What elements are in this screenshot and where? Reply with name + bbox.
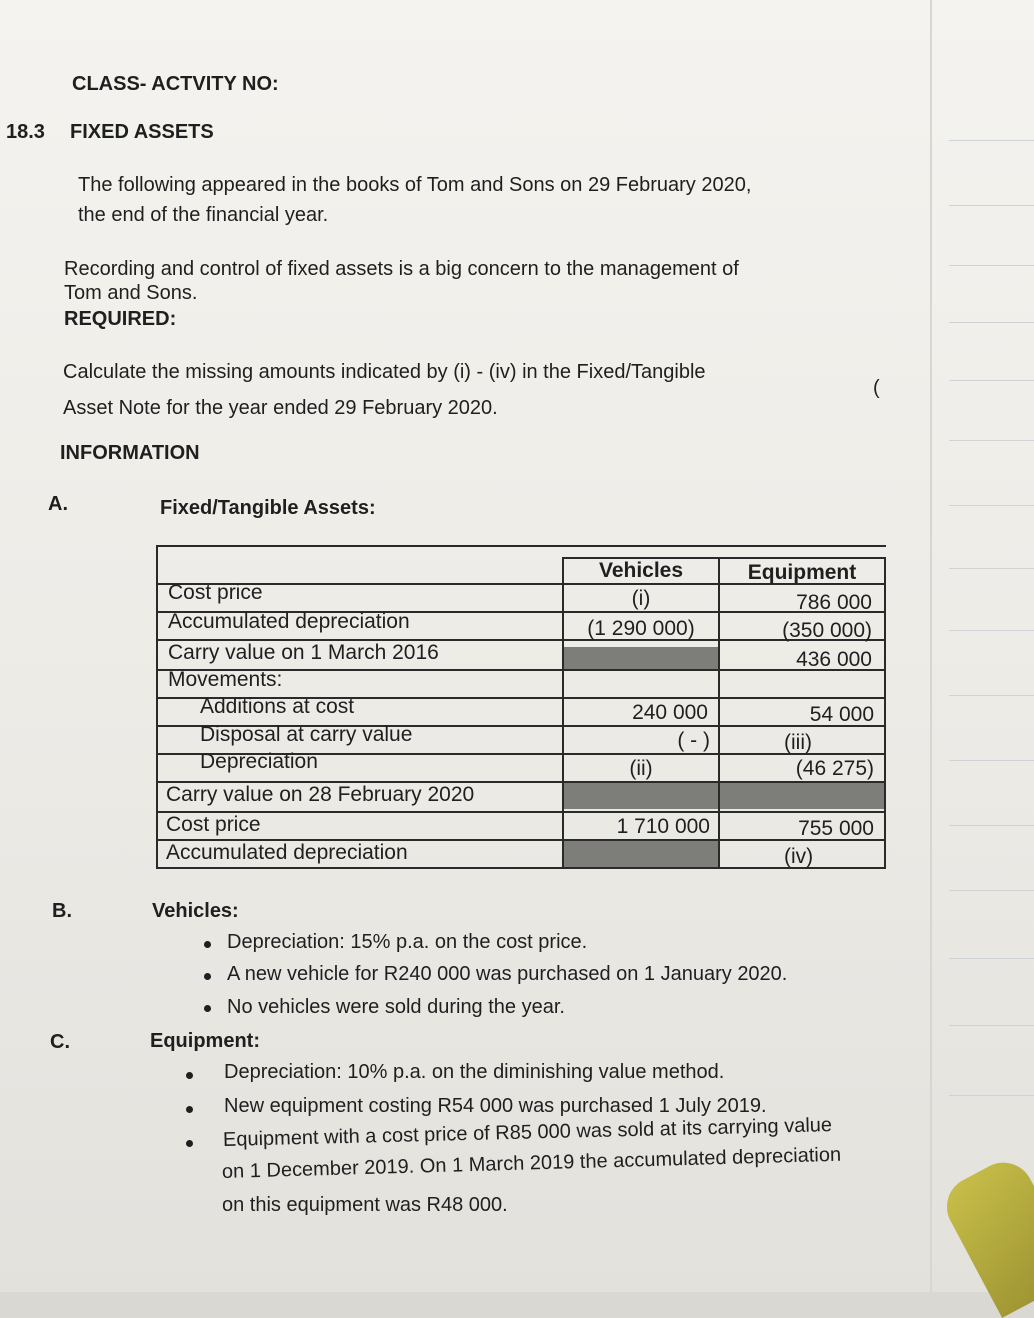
pencil-tip [936, 1152, 1034, 1318]
row-label: Cost price [166, 813, 261, 836]
ruled-line [949, 380, 1034, 381]
class-activity-label: CLASS- ACTVITY NO: [72, 73, 279, 95]
row-label: Cost price [168, 581, 263, 604]
required-label: REQUIRED: [64, 308, 177, 330]
table-rule [156, 545, 158, 869]
concern-line-2: Tom and Sons. [64, 282, 198, 304]
ruled-line [949, 568, 1034, 569]
cell-equipment: (iv) [784, 845, 814, 868]
row-label: Accumulated depreciation [166, 841, 408, 864]
table-rule [156, 545, 886, 547]
ruled-line [949, 1095, 1034, 1096]
equipment-bullet-line-3: on this equipment was R48 000. [222, 1194, 508, 1216]
cell-vehicles: 240 000 [632, 701, 708, 724]
bullet-dot [204, 973, 211, 980]
row-label: Movements: [168, 668, 283, 691]
row-label: Accumulated depreciation [168, 610, 410, 633]
row-label: Additions at cost [200, 695, 355, 718]
ruled-line [949, 205, 1034, 206]
section-c-title: Equipment: [150, 1030, 260, 1052]
shaded-cell [564, 647, 718, 671]
ruled-line [949, 322, 1034, 323]
section-number: 18.3 [6, 121, 45, 143]
shaded-cell [564, 841, 718, 867]
ruled-line [949, 825, 1034, 826]
ruled-line [949, 695, 1034, 696]
table-rule [156, 867, 886, 869]
row-label: Depreciation [200, 750, 318, 773]
ruled-line [949, 505, 1034, 506]
bullet-dot [204, 941, 211, 948]
bullet-dot [186, 1072, 193, 1079]
cell-equipment: 436 000 [796, 648, 872, 671]
cell-equipment: 54 000 [809, 703, 874, 726]
cell-vehicles: (ii) [629, 757, 653, 780]
cell-vehicles: (1 290 000) [587, 617, 695, 640]
ruled-line [949, 265, 1034, 266]
intro-line-2: the end of the financial year. [78, 204, 329, 226]
fold-line [930, 0, 932, 1292]
row-label: Carry value on 1 March 2016 [168, 641, 439, 664]
required-line-2: Asset Note for the year ended 29 February 2020. [63, 397, 498, 419]
section-b-letter: B. [52, 900, 72, 922]
ruled-line [949, 630, 1034, 631]
cell-equipment: (46 275) [795, 757, 874, 780]
ruled-line [949, 958, 1034, 959]
margin-mark: ( [873, 377, 880, 399]
equipment-bullet: New equipment costing R54 000 was purchased 1 July 2019. [224, 1095, 767, 1117]
ruled-line [949, 440, 1034, 441]
section-title: FIXED ASSETS [70, 121, 214, 143]
cell-vehicles: 1 710 000 [616, 815, 710, 838]
ruled-line [949, 890, 1034, 891]
equipment-bullet-line-1: Equipment with a cost price of R85 000 was sold at its carrying value [222, 1114, 833, 1151]
section-a-letter: A. [48, 493, 68, 515]
ruled-line [949, 140, 1034, 141]
cell-equipment: (iii) [784, 731, 812, 754]
cell-equipment: 786 000 [796, 591, 872, 614]
equipment-bullet-line-2: on 1 December 2019. On 1 March 2019 the accumulated depreciation [221, 1143, 842, 1183]
bullet-dot [186, 1140, 193, 1147]
required-line-1: Calculate the missing amounts indicated by (i) - (iv) in the Fixed/Tangible [63, 361, 706, 383]
fixed-assets-table [156, 545, 888, 871]
concern-line-1: Recording and control of fixed assets is a big concern to the management of [64, 258, 739, 280]
cell-equipment: (350 000) [782, 619, 872, 642]
row-label: Carry value on 28 February 2020 [166, 783, 475, 806]
cell-vehicles: ( - ) [677, 729, 710, 752]
col-header-equipment: Equipment [747, 561, 857, 584]
cell-vehicles: (i) [631, 587, 651, 610]
intro-line-1: The following appeared in the books of Tom and Sons on 29 February 2020, [78, 174, 752, 196]
section-a-title: Fixed/Tangible Assets: [160, 497, 376, 519]
shaded-cell [564, 783, 884, 809]
ruled-line [949, 1025, 1034, 1026]
ruled-line [949, 760, 1034, 761]
table-rule [156, 811, 886, 813]
section-c-letter: C. [50, 1031, 70, 1053]
col-header-vehicles: Vehicles [598, 559, 684, 582]
vehicles-bullet: A new vehicle for R240 000 was purchased on 1 January 2020. [227, 963, 788, 985]
cell-equipment: 755 000 [798, 817, 874, 840]
bullet-dot [204, 1005, 211, 1012]
table-rule [884, 557, 886, 869]
row-label: Disposal at carry value [200, 723, 413, 746]
section-b-title: Vehicles: [152, 900, 239, 922]
bullet-dot [186, 1106, 193, 1113]
information-label: INFORMATION [60, 442, 200, 464]
vehicles-bullet: No vehicles were sold during the year. [227, 996, 565, 1018]
vehicles-bullet: Depreciation: 15% p.a. on the cost price. [227, 931, 588, 953]
equipment-bullet: Depreciation: 10% p.a. on the diminishing value method. [224, 1061, 725, 1083]
